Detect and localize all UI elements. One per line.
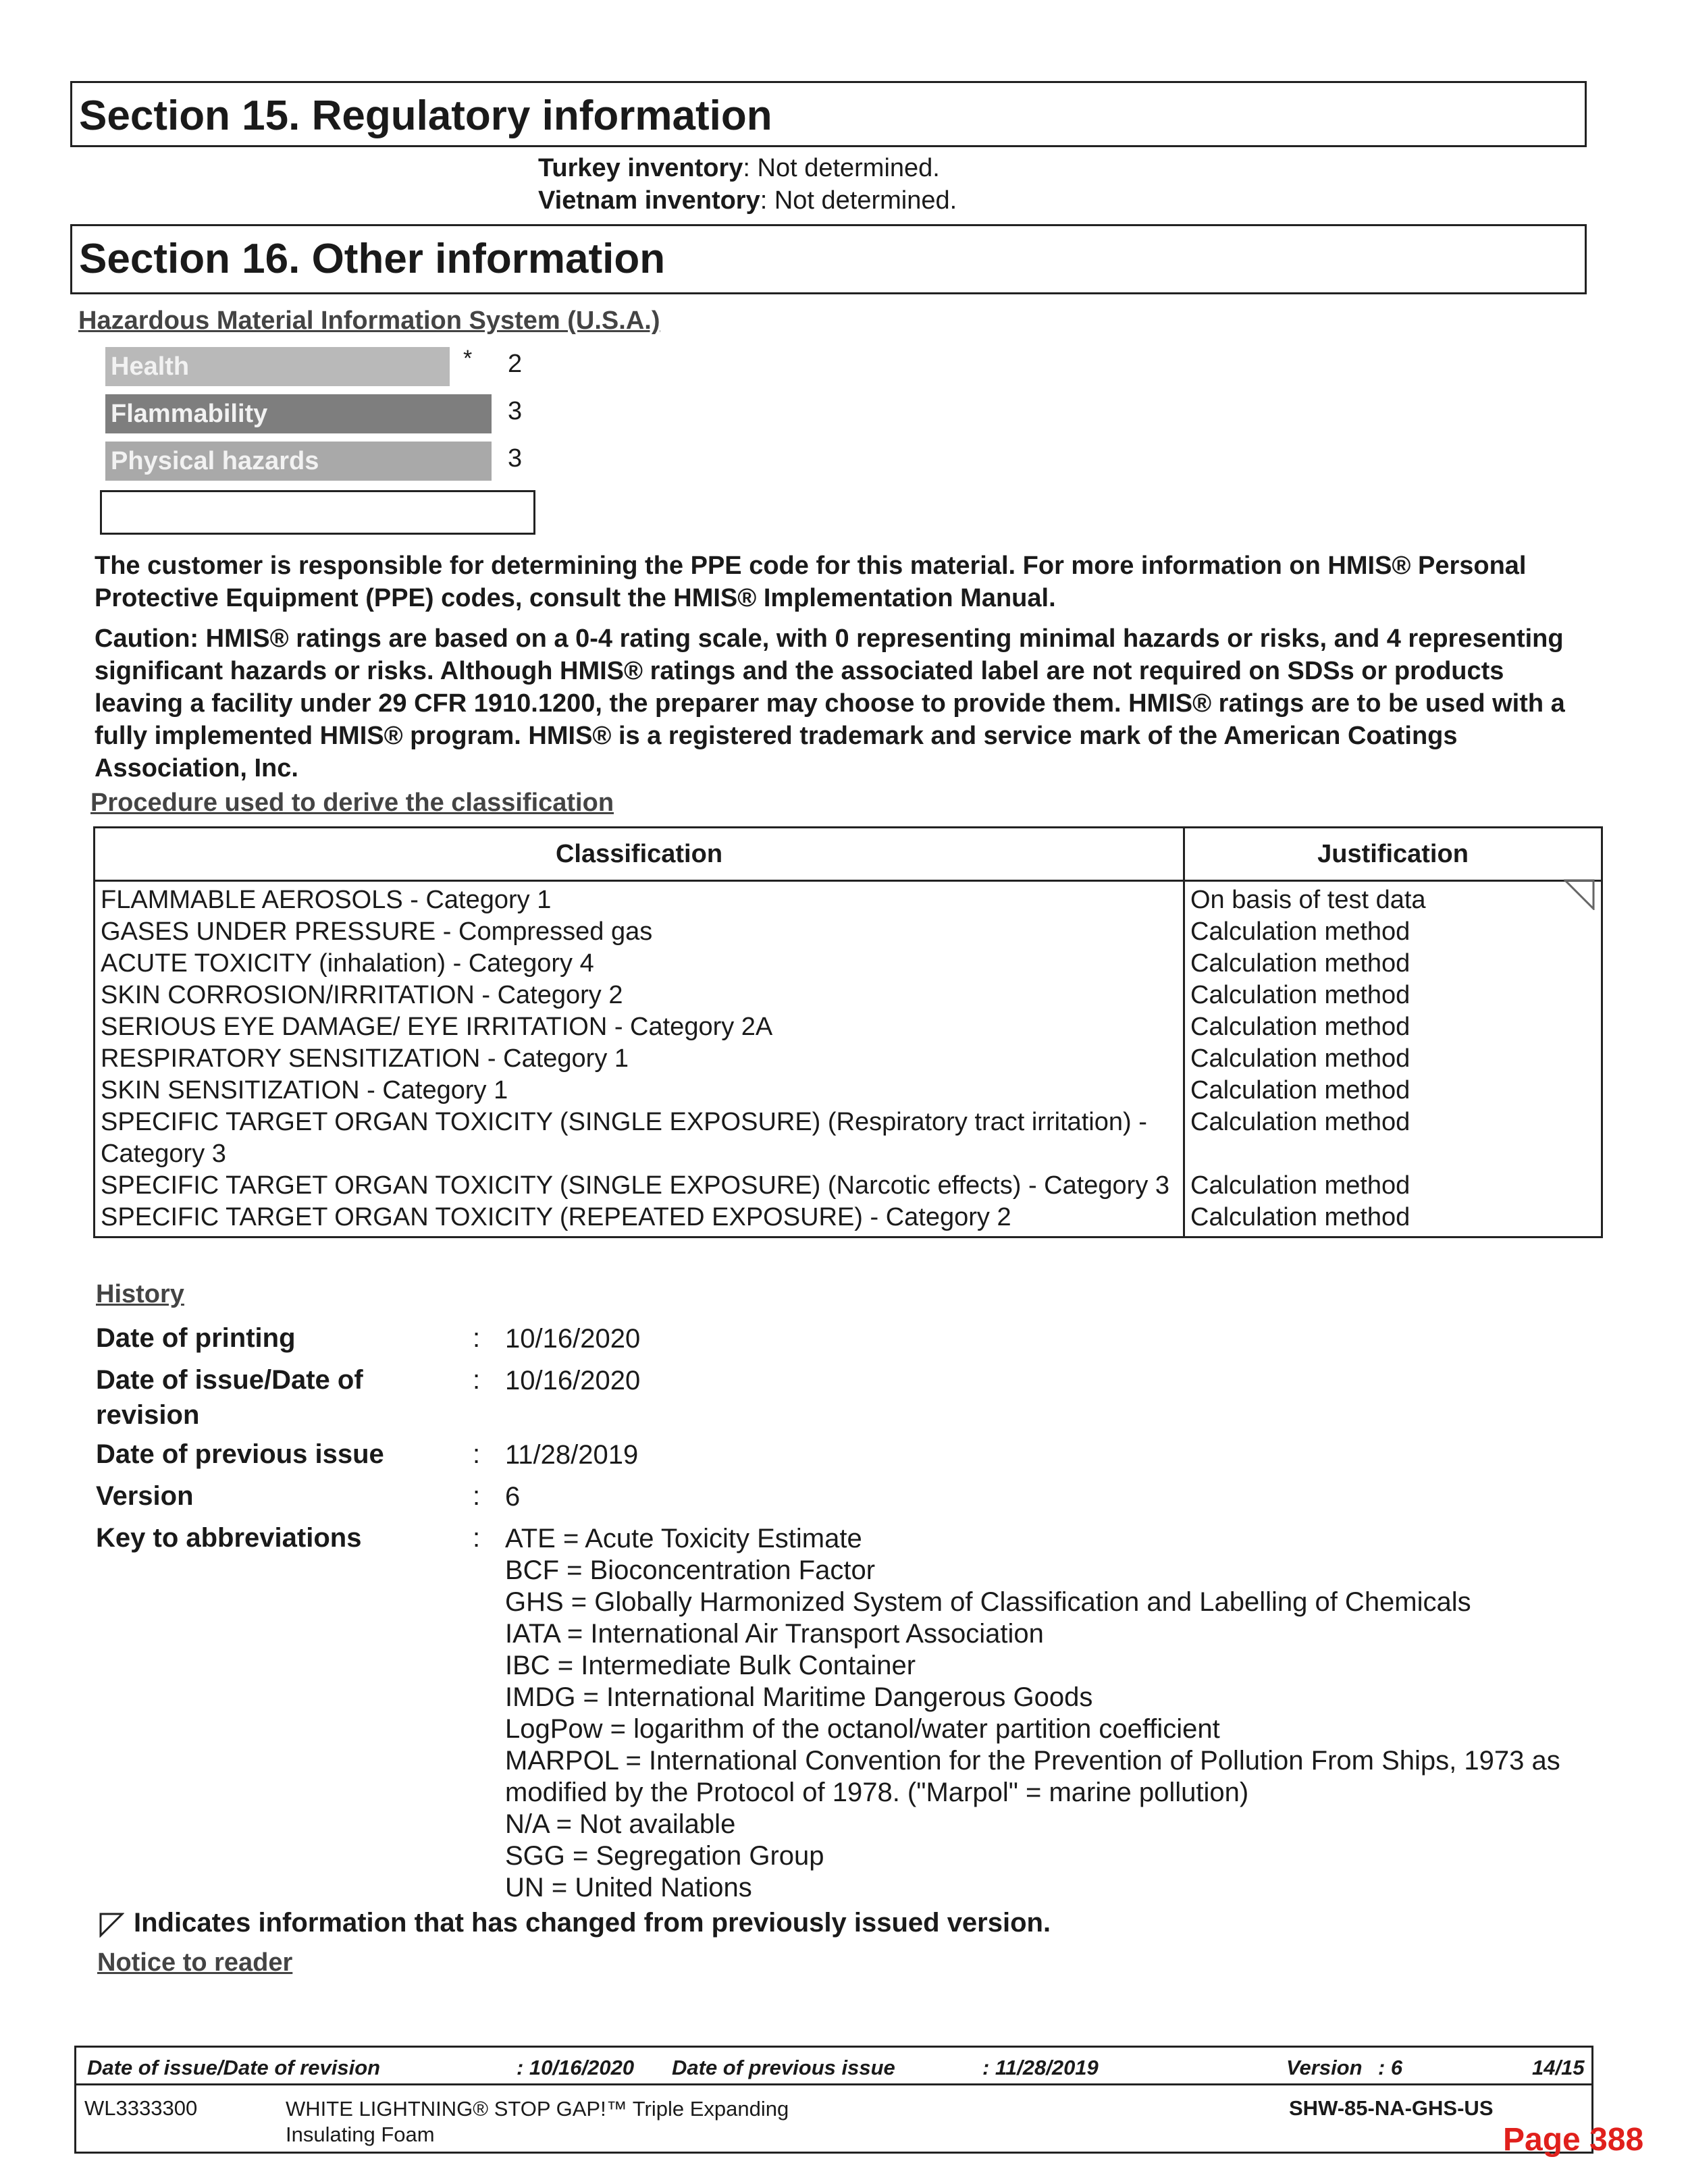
footer-doc-id: SHW-85-NA-GHS-US [1289, 2096, 1494, 2120]
history-colon: : [473, 1481, 481, 1511]
procedure-heading: Procedure used to derive the classification [90, 789, 614, 817]
history-value-version: 6 [505, 1482, 521, 1512]
footer-product-name: WHITE LIGHTNING® STOP GAP!™ Triple Expanding Insulating Foam [286, 2097, 789, 2146]
abbreviation-item: IATA = International Air Transport Association [505, 1619, 1044, 1649]
table-row [95, 1202, 1602, 1237]
history-label-issue: Date of issue/Date of revision [96, 1365, 363, 1430]
table-row [95, 1075, 1602, 1107]
history-value-previous: 11/28/2019 [505, 1440, 639, 1470]
justification-cell: Calculation method [1184, 1107, 1602, 1170]
footer-version-value: : 6 [1378, 2056, 1403, 2079]
history-colon: : [473, 1323, 481, 1353]
abbreviation-item: BCF = Bioconcentration Factor [505, 1555, 876, 1585]
turkey-inventory-value: : Not determined. [743, 154, 940, 182]
history-label-printing: Date of printing [96, 1323, 296, 1353]
classification-cell: SKIN SENSITIZATION - Category 1 [95, 1075, 1184, 1107]
turkey-inventory [538, 154, 940, 183]
justification-header: Justification [1184, 828, 1602, 881]
hmis-physical-label: Physical hazards [111, 447, 319, 475]
justification-cell: Calculation method [1184, 1075, 1602, 1107]
abbreviation-item: ATE = Acute Toxicity Estimate [505, 1524, 862, 1553]
justification-cell: Calculation method [1184, 1043, 1602, 1075]
section-16-header [70, 224, 1587, 294]
classification-cell: SPECIFIC TARGET ORGAN TOXICITY (REPEATED EXPOSURE) - Category 2 [95, 1202, 1184, 1237]
history-heading: History [96, 1280, 184, 1308]
justification-cell: Calculation method [1184, 916, 1602, 948]
history-colon: : [473, 1523, 481, 1553]
notice-heading: Notice to reader [97, 1948, 293, 1977]
history-label-abbreviations: Key to abbreviations [96, 1523, 362, 1553]
vietnam-inventory-label: Vietnam inventory [538, 186, 760, 215]
changed-note: Indicates information that has changed from previously issued version. [134, 1908, 1051, 1938]
history-label-previous: Date of previous issue [96, 1439, 384, 1469]
classification-cell: SERIOUS EYE DAMAGE/ EYE IRRITATION - Category 2A [95, 1011, 1184, 1043]
page-footer [74, 2046, 1593, 2154]
history-colon: : [473, 1365, 481, 1395]
caution-paragraph: Caution: HMIS® ratings are based on a 0-4 rating scale, with 0 representing minimal hazards or risks, and 4 representing significant hazards or risks. Although HMIS® ratings and the associated label are not required on SDSs or products leaving a facility under 29 CFR 1910.1200, the preparer may choose to provide them. HMIS® ratings are to be used with a fully implemented HMIS® program. HMIS® is a registered trademark and service mark of the American Coatings Association, Inc. [95, 624, 1565, 782]
history-colon: : [473, 1439, 481, 1469]
classification-cell: FLAMMABLE AEROSOLS - Category 1 [95, 881, 1184, 917]
hmis-health-bar [105, 347, 450, 386]
table-row [95, 948, 1602, 980]
footer-prev-label: Date of previous issue [672, 2056, 895, 2079]
hmis-flammability-label: Flammability [111, 400, 268, 428]
abbreviations-list [505, 1523, 1585, 1904]
table-row [95, 1011, 1602, 1043]
classification-table [93, 826, 1603, 1238]
footer-prev-value: : 11/28/2019 [982, 2056, 1099, 2079]
history-label-version: Version [96, 1481, 194, 1511]
abbreviation-item: UN = United Nations [505, 1873, 752, 1902]
abbreviation-item: LogPow = logarithm of the octanol/water partition coefficient [505, 1714, 1220, 1744]
hmis-physical-bar [105, 442, 492, 481]
vietnam-inventory-value: : Not determined. [760, 186, 957, 215]
abbreviation-item: N/A = Not available [505, 1809, 736, 1839]
justification-cell: Calculation method [1184, 980, 1602, 1011]
footer-issue-label: Date of issue/Date of revision [87, 2056, 381, 2079]
hmis-physical-value: 3 [508, 444, 523, 473]
abbreviation-item: MARPOL = International Convention for the Prevention of Pollution From Ships, 1973 as modified by the Protocol of 1978. ("Marpol" = marine pollution) [505, 1746, 1560, 1807]
table-row [95, 1170, 1602, 1202]
hmis-heading: Hazardous Material Information System (U.S.A.) [78, 307, 660, 335]
classification-cell: GASES UNDER PRESSURE - Compressed gas [95, 916, 1184, 948]
classification-header: Classification [95, 828, 1184, 881]
hmis-flammability-value: 3 [508, 397, 523, 425]
justification-cell: Calculation method [1184, 948, 1602, 980]
classification-cell: RESPIRATORY SENSITIZATION - Category 1 [95, 1043, 1184, 1075]
table-row [95, 881, 1602, 917]
footer-product-code: WL3333300 [84, 2096, 198, 2120]
hmis-ppe-box [100, 490, 535, 535]
hmis-ratings-table [100, 342, 535, 535]
abbreviation-item: IBC = Intermediate Bulk Container [505, 1651, 916, 1680]
hmis-flammability-bar [105, 394, 492, 433]
changed-marker-icon [1564, 879, 1595, 910]
classification-cell: SPECIFIC TARGET ORGAN TOXICITY (SINGLE EXPOSURE) (Narcotic effects) - Category 3 [95, 1170, 1184, 1202]
abbreviation-item: SGG = Segregation Group [505, 1841, 824, 1871]
justification-cell: Calculation method [1184, 1202, 1602, 1237]
table-row [95, 1043, 1602, 1075]
ppe-paragraph: The customer is responsible for determining the PPE code for this material. For more information on HMIS® Personal Protective Equipment (PPE) codes, consult the HMIS® Implementation Manual. [95, 552, 1527, 612]
justification-cell: Calculation method [1184, 1170, 1602, 1202]
hmis-health-label: Health [111, 352, 190, 381]
vietnam-inventory [538, 186, 957, 215]
table-row [95, 1107, 1602, 1170]
history-value-issue: 10/16/2020 [505, 1366, 641, 1395]
justification-cell: On basis of test data [1184, 881, 1602, 917]
classification-cell: SKIN CORROSION/IRRITATION - Category 2 [95, 980, 1184, 1011]
section-15-header [70, 81, 1587, 147]
table-row [95, 980, 1602, 1011]
section-16-title: Section 16. Other information [79, 236, 666, 282]
section-15-title: Section 15. Regulatory information [79, 92, 772, 139]
footer-issue-value: : 10/16/2020 [517, 2056, 635, 2079]
justification-cell: Calculation method [1184, 1011, 1602, 1043]
classification-cell: SPECIFIC TARGET ORGAN TOXICITY (SINGLE EXPOSURE) (Respiratory tract irritation) - Category 3 [95, 1107, 1184, 1170]
turkey-inventory-label: Turkey inventory [538, 154, 743, 182]
footer-page-number: 14/15 [1532, 2056, 1585, 2079]
abbreviation-item: GHS = Globally Harmonized System of Classification and Labelling of Chemicals [505, 1587, 1471, 1617]
hmis-health-value: 2 [508, 350, 523, 378]
footer-version-label: Version [1286, 2056, 1363, 2079]
classification-cell: ACUTE TOXICITY (inhalation) - Category 4 [95, 948, 1184, 980]
changed-indicator-icon [99, 1912, 124, 1938]
page-stamp: Page 388 [1503, 2122, 1644, 2158]
abbreviation-item: IMDG = International Maritime Dangerous Goods [505, 1682, 1093, 1712]
hmis-health-marker: * [463, 346, 473, 371]
table-row [95, 916, 1602, 948]
history-value-printing: 10/16/2020 [505, 1324, 641, 1354]
